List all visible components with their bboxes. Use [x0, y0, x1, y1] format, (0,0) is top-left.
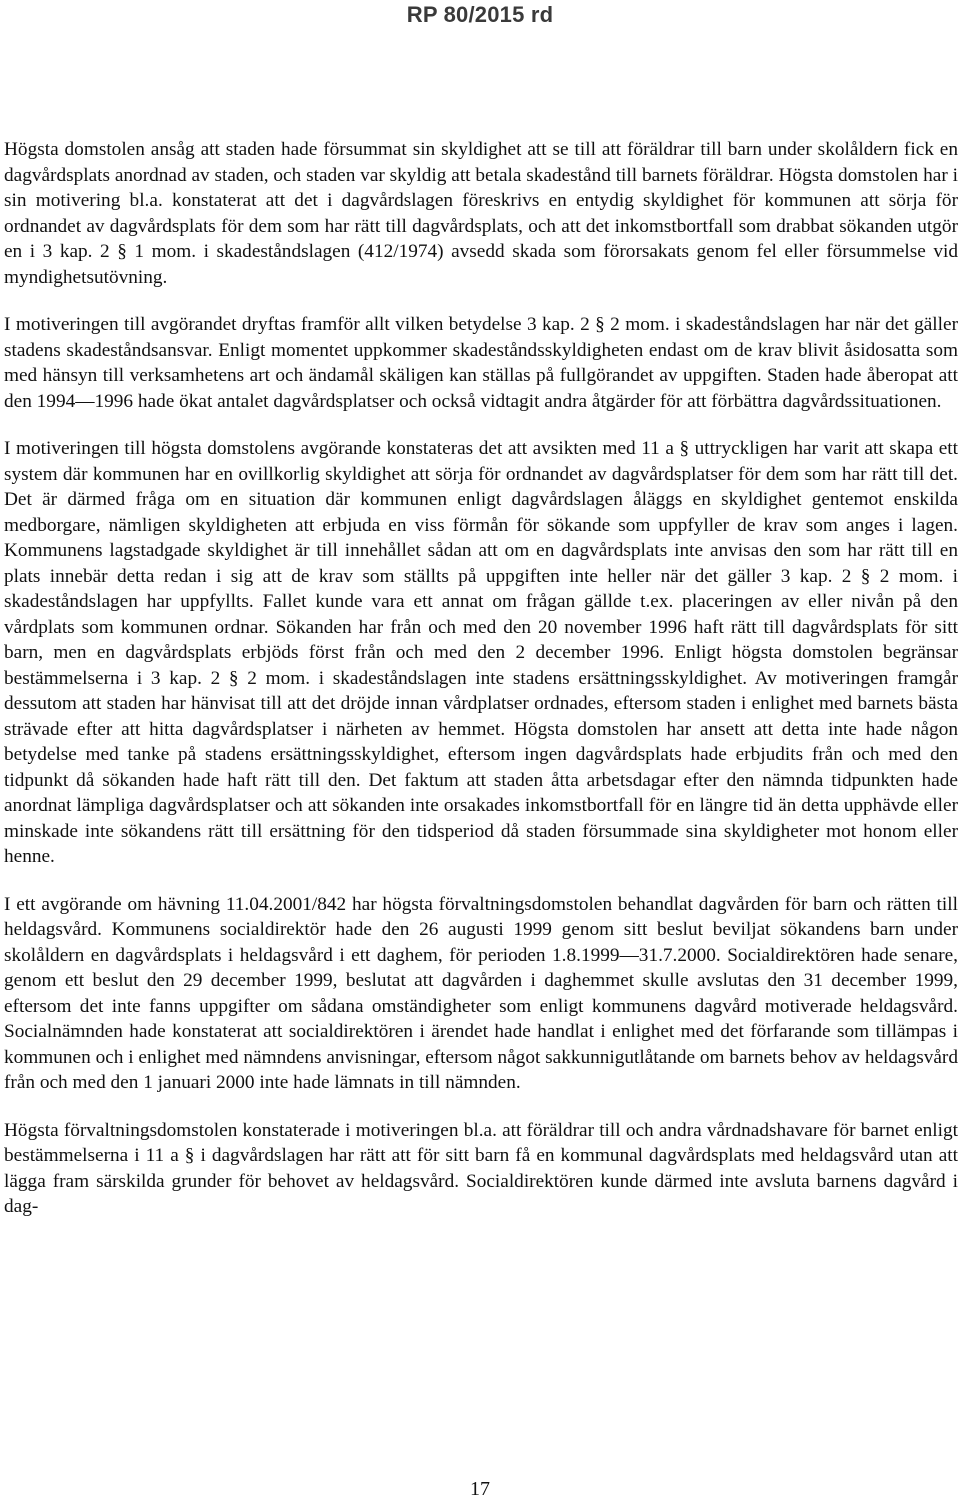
paragraph-supreme-court-ruling: Högsta domstolen ansåg att staden hade försummat sin skyldighet att se till att föräldrar till barn under skolåldern fick en dagvårdsplats anordnad av staden, och staden var skyldig att betala skadestånd till barnets föräldrar. Högsta domstolen har i sin motivering bl.a. konstaterat att det i dagvårdslagen föreskrivs en entydig skyldighet för kommunen att sörja för ordnandet av dagvårdsplats för dem som har rätt till dagvårdsplats, och att det inkomstbortfall som drabbat sökanden utgör en i 3 kap. 2 § 1 mom. i skadeståndslagen (412/1974) avsedd skada som förorsakats genom fel eller försummelse vid myndighetsutövning. — [4, 139, 958, 288]
page-header — [0, 0, 960, 40]
page-number: 17 — [470, 1478, 490, 1500]
paragraph-municipal-obligation: I motiveringen till högsta domstolens avgörande konstateras det att avsikten med 11 a § uttryckligen har varit att skapa ett system där kommunen har en ovillkorlig skyldighet att sörja för ordnandet av dagvårdsplatser för dem som har rätt till det. Det är därmed fråga om en situation där kommunen enligt dagvårdslagen åläggs en skyldighet gentemot enskilda medborgare, nämligen skyldigheten att erbjuda en viss förmån för sökande som uppfyller de krav som anges i lagen. Kommunens lagstadgade skyldighet är till innehållet sådan att om en dagvårdsplats inte anvisas den som har rätt till en plats innebär detta redan i sig att de krav som ställts på uppgiften inte heller när det gäller 3 kap. 2 § 2 mom. i skadeståndslagen har uppfyllts. Fallet kunde vara ett annat om frågan gällde t.ex. placeringen av eller nivån på den vårdplats som kommunen ordnar. Sökanden har från och med den 20 november 1996 haft rätt till dagvårdsplats för sitt barn, men en dagvårdsplats erbjöds först från och med den 2 december 1996. Enligt högsta domstolen begränsar bestämmelserna i 3 kap. 2 § 2 mom. i skadeståndslagen inte stadens ersättningsskyldighet. Av motiveringen framgår dessutom att staden har hänvisat till att det dröjde innan vårdplatser ordnades, eftersom staden i enlighet med barnets bästa strävade efter att hitta dagvårdsplatser i närheten av hemmet. Högsta domstolen har ansett att detta inte hade någon betydelse med tanke på stadens ersättningsskyldighet, eftersom ingen dagvårdsplats hade erbjudits från och med den tidpunkt då sökanden hade haft rätt till den. Det faktum att staden åtta arbetsdagar efter den nämnda tidpunkten hade anordnat lämpliga dagvårdsplatser och att sökanden inte orsakades inkomstbortfall för en längre tid än detta upphävde eller minskade inte sökandens rätt till ersättning för den tidsperiod då staden försummade sina skyldigheter mot honom eller henne. — [4, 438, 958, 867]
document-id: RP 80/2015 rd — [406, 2, 554, 27]
paragraph-full-day-care-right: Högsta förvaltningsdomstolen konstaterade i motiveringen bl.a. att föräldrar till och andra vårdnadshavare för barnet enligt bestämmelserna i 11 a § i dagvårdslagen har rätt att för sitt barn få en kommunal dagvårdsplats med heldagsvård utan att lägga fram särskilda grunder för behovet av heldagsvård. Socialdirektören kunde därmed inte avsluta barnens dagvård i dag- — [4, 1119, 958, 1217]
document-body — [4, 137, 958, 1242]
paragraph-administrative-court-case: I ett avgörande om hävning 11.04.2001/842 har högsta förvaltningsdomstolen behandlat dagvården för barn och rätten till heldagsvård. Kommunens socialdirektör hade den 26 augusti 1999 genom sitt beslut beviljat sökandens barn under skolåldern en dagvårdsplats i heldagsvård i ett daghem, för perioden 1.8.1999—31.7.2000. Socialdirektören hade senare, genom ett beslut den 29 december 1999, beslutat att dagvården i daghemmet skulle avslutas den 31 december 1999, eftersom det inte fanns uppgifter om sådana omständigheter som enligt kommunens dagvård motiverade heldagsvård. Socialnämnden hade konstaterat att socialdirektören i ärendet hade handlat i enlighet med det förfarande som tillämpas i kommunen och i enlighet med nämndens anvisningar, eftersom något sakkunnigutlåtande om barnets behov av heldagsvård från och med den 1 januari 2000 inte hade lämnats in till nämnden. — [4, 893, 958, 1093]
paragraph-damages-liability: I motiveringen till avgörandet dryftas framför allt vilken betydelse 3 kap. 2 § 2 mom. i skadeståndslagen har när det gäller stadens skadeståndsansvar. Enligt momentet uppkommer skadeståndsskyldigheten endast om de krav blivit åsidosatta som med hänsyn till verksamhetens art och ändamål skäligen kan ställas på fullgörandet av uppgiften. Staden hade åberopat att den 1994—1996 hade ökat antalet dagvårdsplatser och också vidtagit andra åtgärder för att förbättra dagvårdssituationen. — [4, 314, 958, 412]
